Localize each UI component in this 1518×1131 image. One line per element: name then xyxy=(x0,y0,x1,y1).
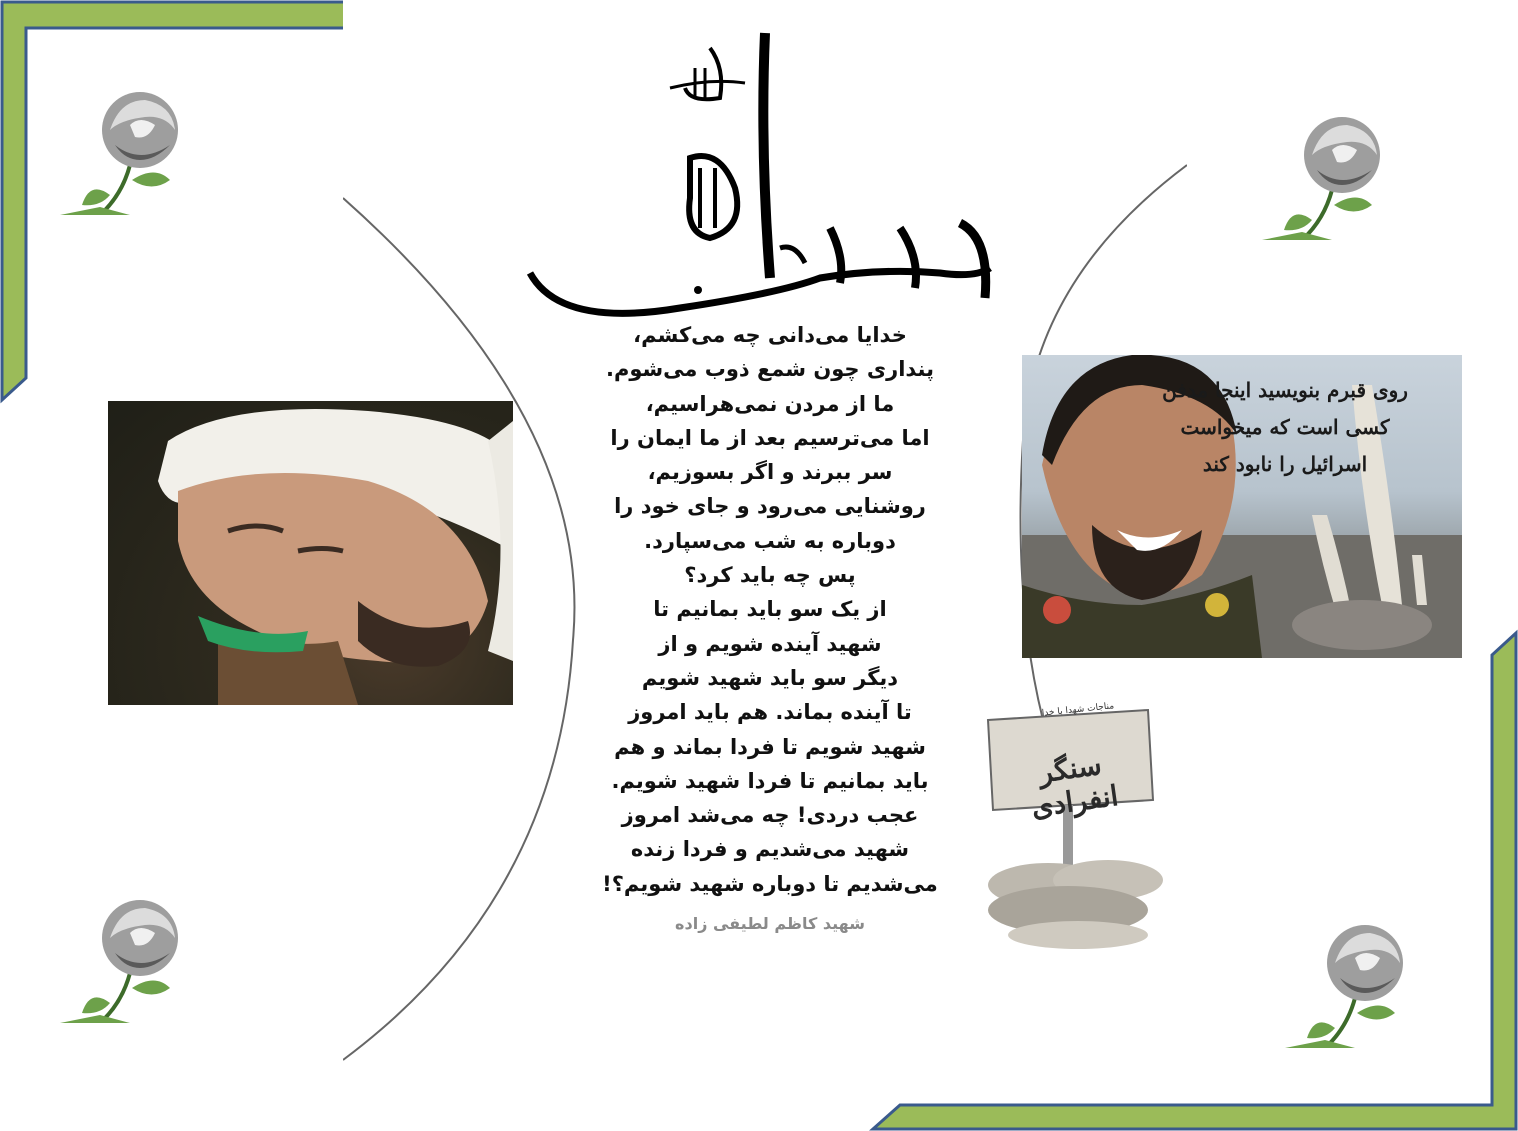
poem-line: خدایا می‌دانی چه می‌کشم، xyxy=(633,323,907,347)
poem-line: از یک سو باید بمانیم تا xyxy=(653,597,887,622)
rose-icon xyxy=(60,893,200,1023)
poem-line: عجب دردی! چه می‌شد امروز xyxy=(621,803,919,828)
poem-line: دیگر سو باید شهید شویم xyxy=(641,665,899,690)
sign-board-top-text: مناجات شهدا با خدا xyxy=(1041,701,1115,719)
rose-icon xyxy=(60,85,200,215)
poem-line: شهید شویم تا فردا بماند و هم xyxy=(614,734,926,759)
poem-line: دوباره به شب می‌سپارد. xyxy=(644,528,896,553)
poem-line: شهید می‌شدیم و فردا زنده xyxy=(630,837,910,862)
poem-text xyxy=(535,318,1005,901)
commander-quote-line: کسی است که میخواست xyxy=(1180,415,1390,439)
poem-line: تا آینده بماند. هم باید امروز xyxy=(628,700,912,725)
commander-quote xyxy=(1150,372,1420,483)
poem-line: سر ببرند و اگر بسوزیم، xyxy=(647,460,893,485)
sign-board-sandbags-icon xyxy=(968,700,1188,950)
poem-line: روشنایی می‌رود و جای خود را xyxy=(614,494,926,519)
poem-line: اما می‌ترسیم بعد از ما ایمان را xyxy=(610,425,930,450)
commander-quote-line: روی قبرم بنویسید اینجا مدفن xyxy=(1162,378,1408,402)
bismillah-calligraphy-icon xyxy=(520,28,1000,318)
poem-line: پس چه باید کرد؟ xyxy=(684,563,856,588)
poem-line: پنداری چون شمع ذوب می‌شوم. xyxy=(605,357,935,382)
martyr-photo-left-graphic xyxy=(108,401,513,705)
poem-line: ما از مردن نمی‌هراسیم، xyxy=(645,391,895,416)
poem-line: شهید آینده شویم و از xyxy=(658,631,882,656)
commander-quote-line: اسرائیل را نابود کند xyxy=(1202,452,1368,476)
martyr-photo-left xyxy=(108,401,513,705)
rose-icon xyxy=(1262,110,1402,240)
rose-icon xyxy=(1285,918,1425,1048)
poem-signature: شهید کاظم لطیفی زاده xyxy=(675,914,865,933)
poem-line: باید بمانیم تا فردا شهید شویم. xyxy=(611,768,929,793)
sign-board-main-text: سنگر انفرادی xyxy=(1029,747,1121,824)
poem-line: می‌شدیم تا دوباره شهید شویم؟! xyxy=(602,871,938,896)
